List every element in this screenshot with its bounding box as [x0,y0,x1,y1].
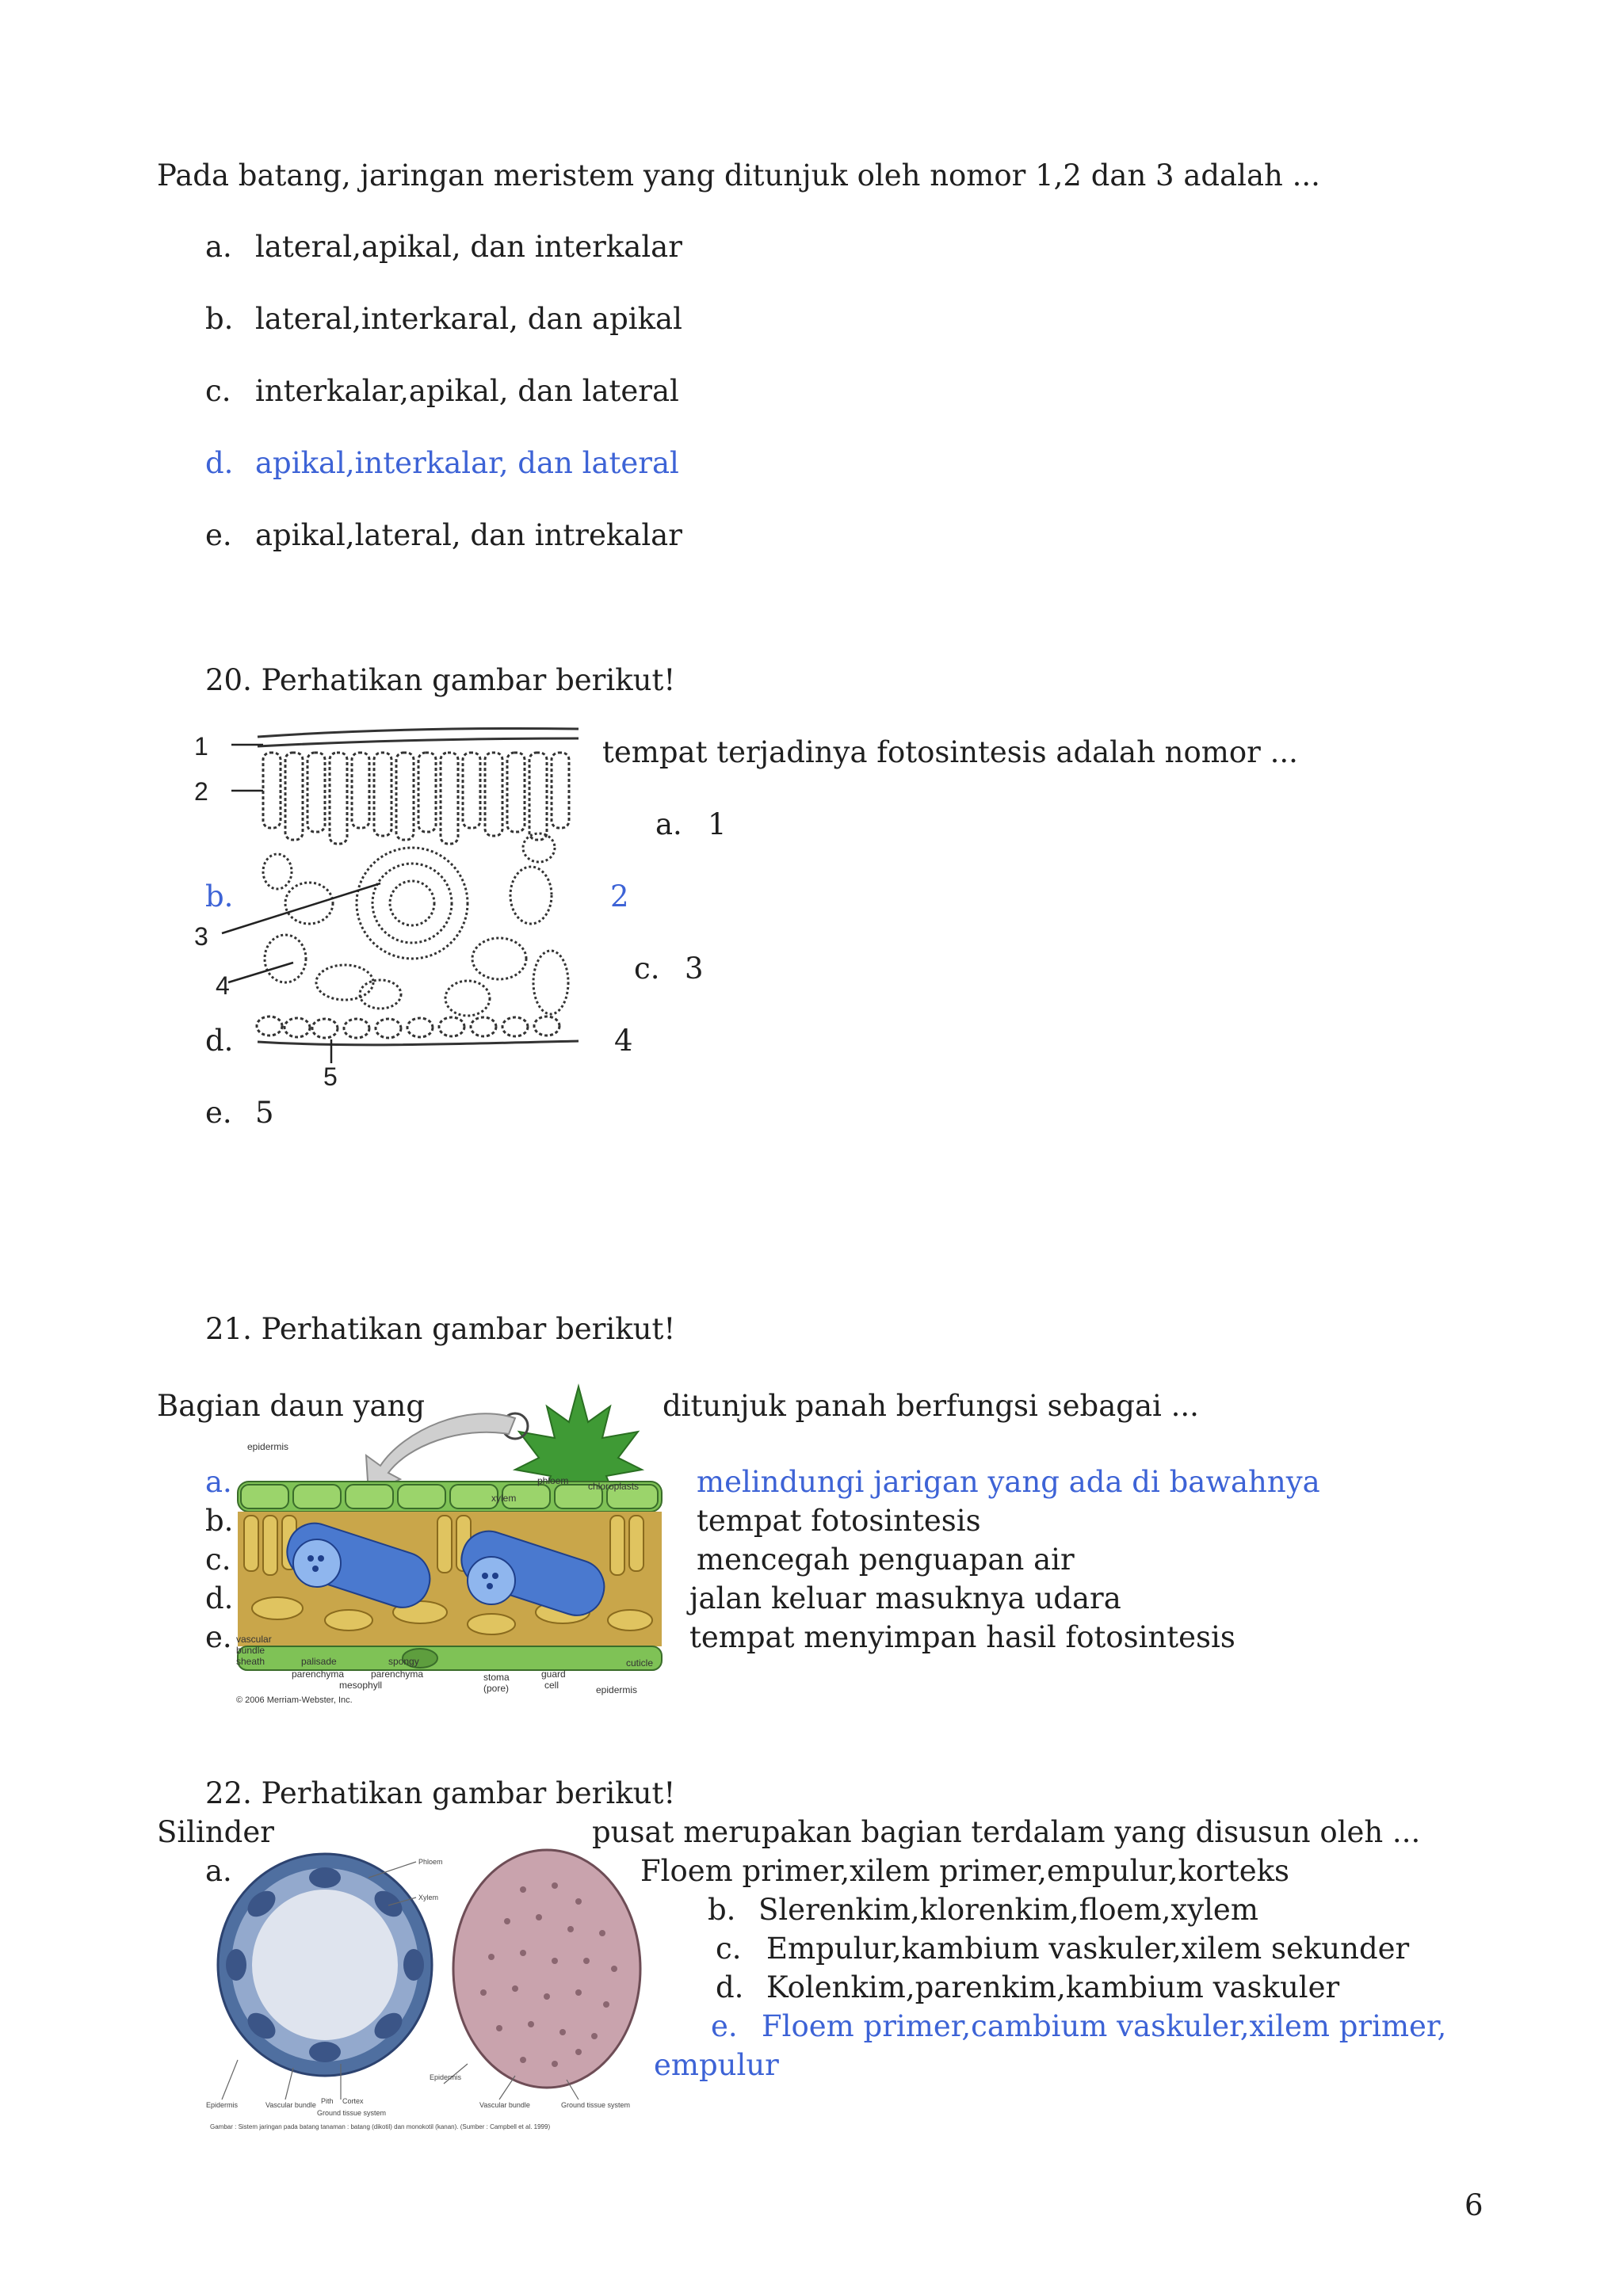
fig21-label-xylem: xylem [491,1493,517,1504]
q22-option-e-correct: Floem primer,cambium vaskuler,xilem primer, [762,2009,1447,2043]
fig21-label-cuticle: cuticle [626,1657,654,1669]
fig21-label-pore: (pore) [483,1683,510,1694]
q21-option-a-correct: melindungi jarigan yang ada di bawahnya [697,1465,1320,1499]
q20-heading: 20. Perhatikan gambar berikut! [205,663,676,697]
q19-option-a: lateral,apikal, dan interkalar [255,230,682,264]
fig21-label-epidermis-top: epidermis [247,1441,289,1452]
fig21-label-phloem: phloem [537,1475,569,1486]
q20-option-e: 5 [255,1096,274,1130]
q19-option-b: lateral,interkaral, dan apikal [255,302,682,336]
q21-option-b: tempat fotosintesis [697,1504,981,1538]
q20-option-c-letter: c. [634,952,660,986]
q22-option-e-continuation: empulur [654,2048,779,2082]
fig21-label-vascular: vascular [236,1634,272,1645]
q20-option-a-letter: a. [655,807,682,841]
fig21-label-palisade: palisade [301,1656,337,1667]
q21-option-d-letter: d. [205,1581,234,1615]
q19-option-a-letter: a. [205,230,232,264]
q20-option-d-letter: d. [205,1024,234,1058]
q19-option-d-correct: apikal,interkalar, dan lateral [255,446,679,480]
q21-stem-right: ditunjuk panah berfungsi sebagai ... [663,1389,1199,1423]
fig20-label-5: 5 [323,1062,338,1091]
q21-option-a-letter: a. [205,1465,232,1499]
q19-option-c-letter: c. [205,374,231,408]
q21-option-c-letter: c. [205,1543,231,1577]
q20-option-a: 1 [708,807,727,841]
fig21-label-cell: cell [544,1680,559,1691]
fig22-label-pith: Pith [321,2097,334,2105]
q20-option-b-letter: b. [205,879,234,913]
fig21-label-guard: guard [541,1669,566,1680]
q20-option-d: 4 [614,1024,633,1058]
q22-option-d: Kolenkim,parenkim,kambium vaskuler [766,1970,1340,2004]
fig21-label-parenchyma-2: parenchyma [371,1669,424,1680]
fig21-copyright: © 2006 Merriam-Webster, Inc. [236,1695,353,1705]
fig22-caption: Gambar : Sistem jaringan pada batang tanaman : batang (dikotil) dan monokotil (kanan). (Sumber : Campbell et al. 1999) [210,2123,551,2130]
q22-heading: 22. Perhatikan gambar berikut! [205,1776,676,1810]
fig21-label-bundle: bundle [236,1645,265,1656]
leaf-cross-section-figure [190,721,586,1093]
fig22-label-ground-tissue-left: Ground tissue system [317,2109,387,2117]
fig21-label-spongy: spongy [388,1656,419,1667]
q22-option-b-letter: b. [708,1893,736,1927]
fig22-label-phloem: Phloem [418,1858,443,1866]
q22-option-c: Empulur,kambium vaskuler,xilem sekunder [766,1932,1410,1966]
q19-stem: Pada batang, jaringan meristem yang ditunjuk oleh nomor 1,2 dan 3 adalah ... [157,158,1320,193]
q21-option-d: jalan keluar masuknya udara [689,1581,1121,1615]
fig20-label-2: 2 [194,777,208,806]
q22-option-a-letter: a. [205,1854,232,1888]
fig22-label-epidermis-right: Epidermis [430,2073,462,2081]
fig20-label-1: 1 [194,732,208,761]
q20-option-c: 3 [685,952,704,986]
stem-cross-section-figure [206,1842,650,2135]
q21-stem-left: Bagian daun yang [157,1389,426,1423]
page-number: 6 [1465,2188,1484,2222]
q21-option-b-letter: b. [205,1504,234,1538]
fig20-label-4: 4 [216,971,230,1000]
q20-option-e-letter: e. [205,1096,232,1130]
q22-option-a: Floem primer,xilem primer,empulur,korteks [640,1854,1290,1888]
q19-option-d-letter: d. [205,446,234,480]
fig21-label-stoma: stoma [483,1672,510,1683]
q21-heading: 21. Perhatikan gambar berikut! [205,1312,676,1346]
fig22-label-cortex: Cortex [342,2097,364,2105]
fig22-label-vascular-bundle-right: Vascular bundle [479,2101,530,2109]
fig21-label-mesophyll: mesophyll [339,1680,383,1691]
fig22-label-ground-tissue-right: Ground tissue system [561,2101,631,2109]
fig20-label-3: 3 [194,922,208,951]
fig21-label-epidermis-bottom: epidermis [596,1684,638,1695]
q22-option-e-letter: e. [711,2009,738,2043]
q22-stem-right: pusat merupakan bagian terdalam yang disusun oleh ... [592,1815,1421,1849]
leaf-tissue-figure [230,1383,674,1707]
q19-option-e: apikal,lateral, dan intrekalar [255,518,682,552]
fig21-label-sheath: sheath [236,1656,265,1667]
q21-option-e-letter: e. [205,1620,232,1654]
fig21-label-chloroplasts: chloroplasts [588,1481,640,1492]
q19-option-e-letter: e. [205,518,232,552]
q21-option-c: mencegah penguapan air [697,1543,1075,1577]
fig22-label-xylem: Xylem [418,1894,439,1901]
q22-stem-left: Silinder [157,1815,274,1849]
q19-option-b-letter: b. [205,302,234,336]
fig21-label-parenchyma-1: parenchyma [292,1669,345,1680]
fig22-label-vascular-bundle-left: Vascular bundle [265,2101,316,2109]
q22-option-c-letter: c. [716,1932,742,1966]
q21-option-e: tempat menyimpan hasil fotosintesis [689,1620,1235,1654]
q19-option-c: interkalar,apikal, dan lateral [255,374,679,408]
fig22-label-epidermis-left: Epidermis [206,2101,239,2109]
q22-option-b: Slerenkim,klorenkim,floem,xylem [758,1893,1258,1927]
q22-option-d-letter: d. [716,1970,744,2004]
q20-stem: tempat terjadinya fotosintesis adalah nomor ... [602,735,1298,769]
q20-option-b-correct: 2 [610,879,629,913]
